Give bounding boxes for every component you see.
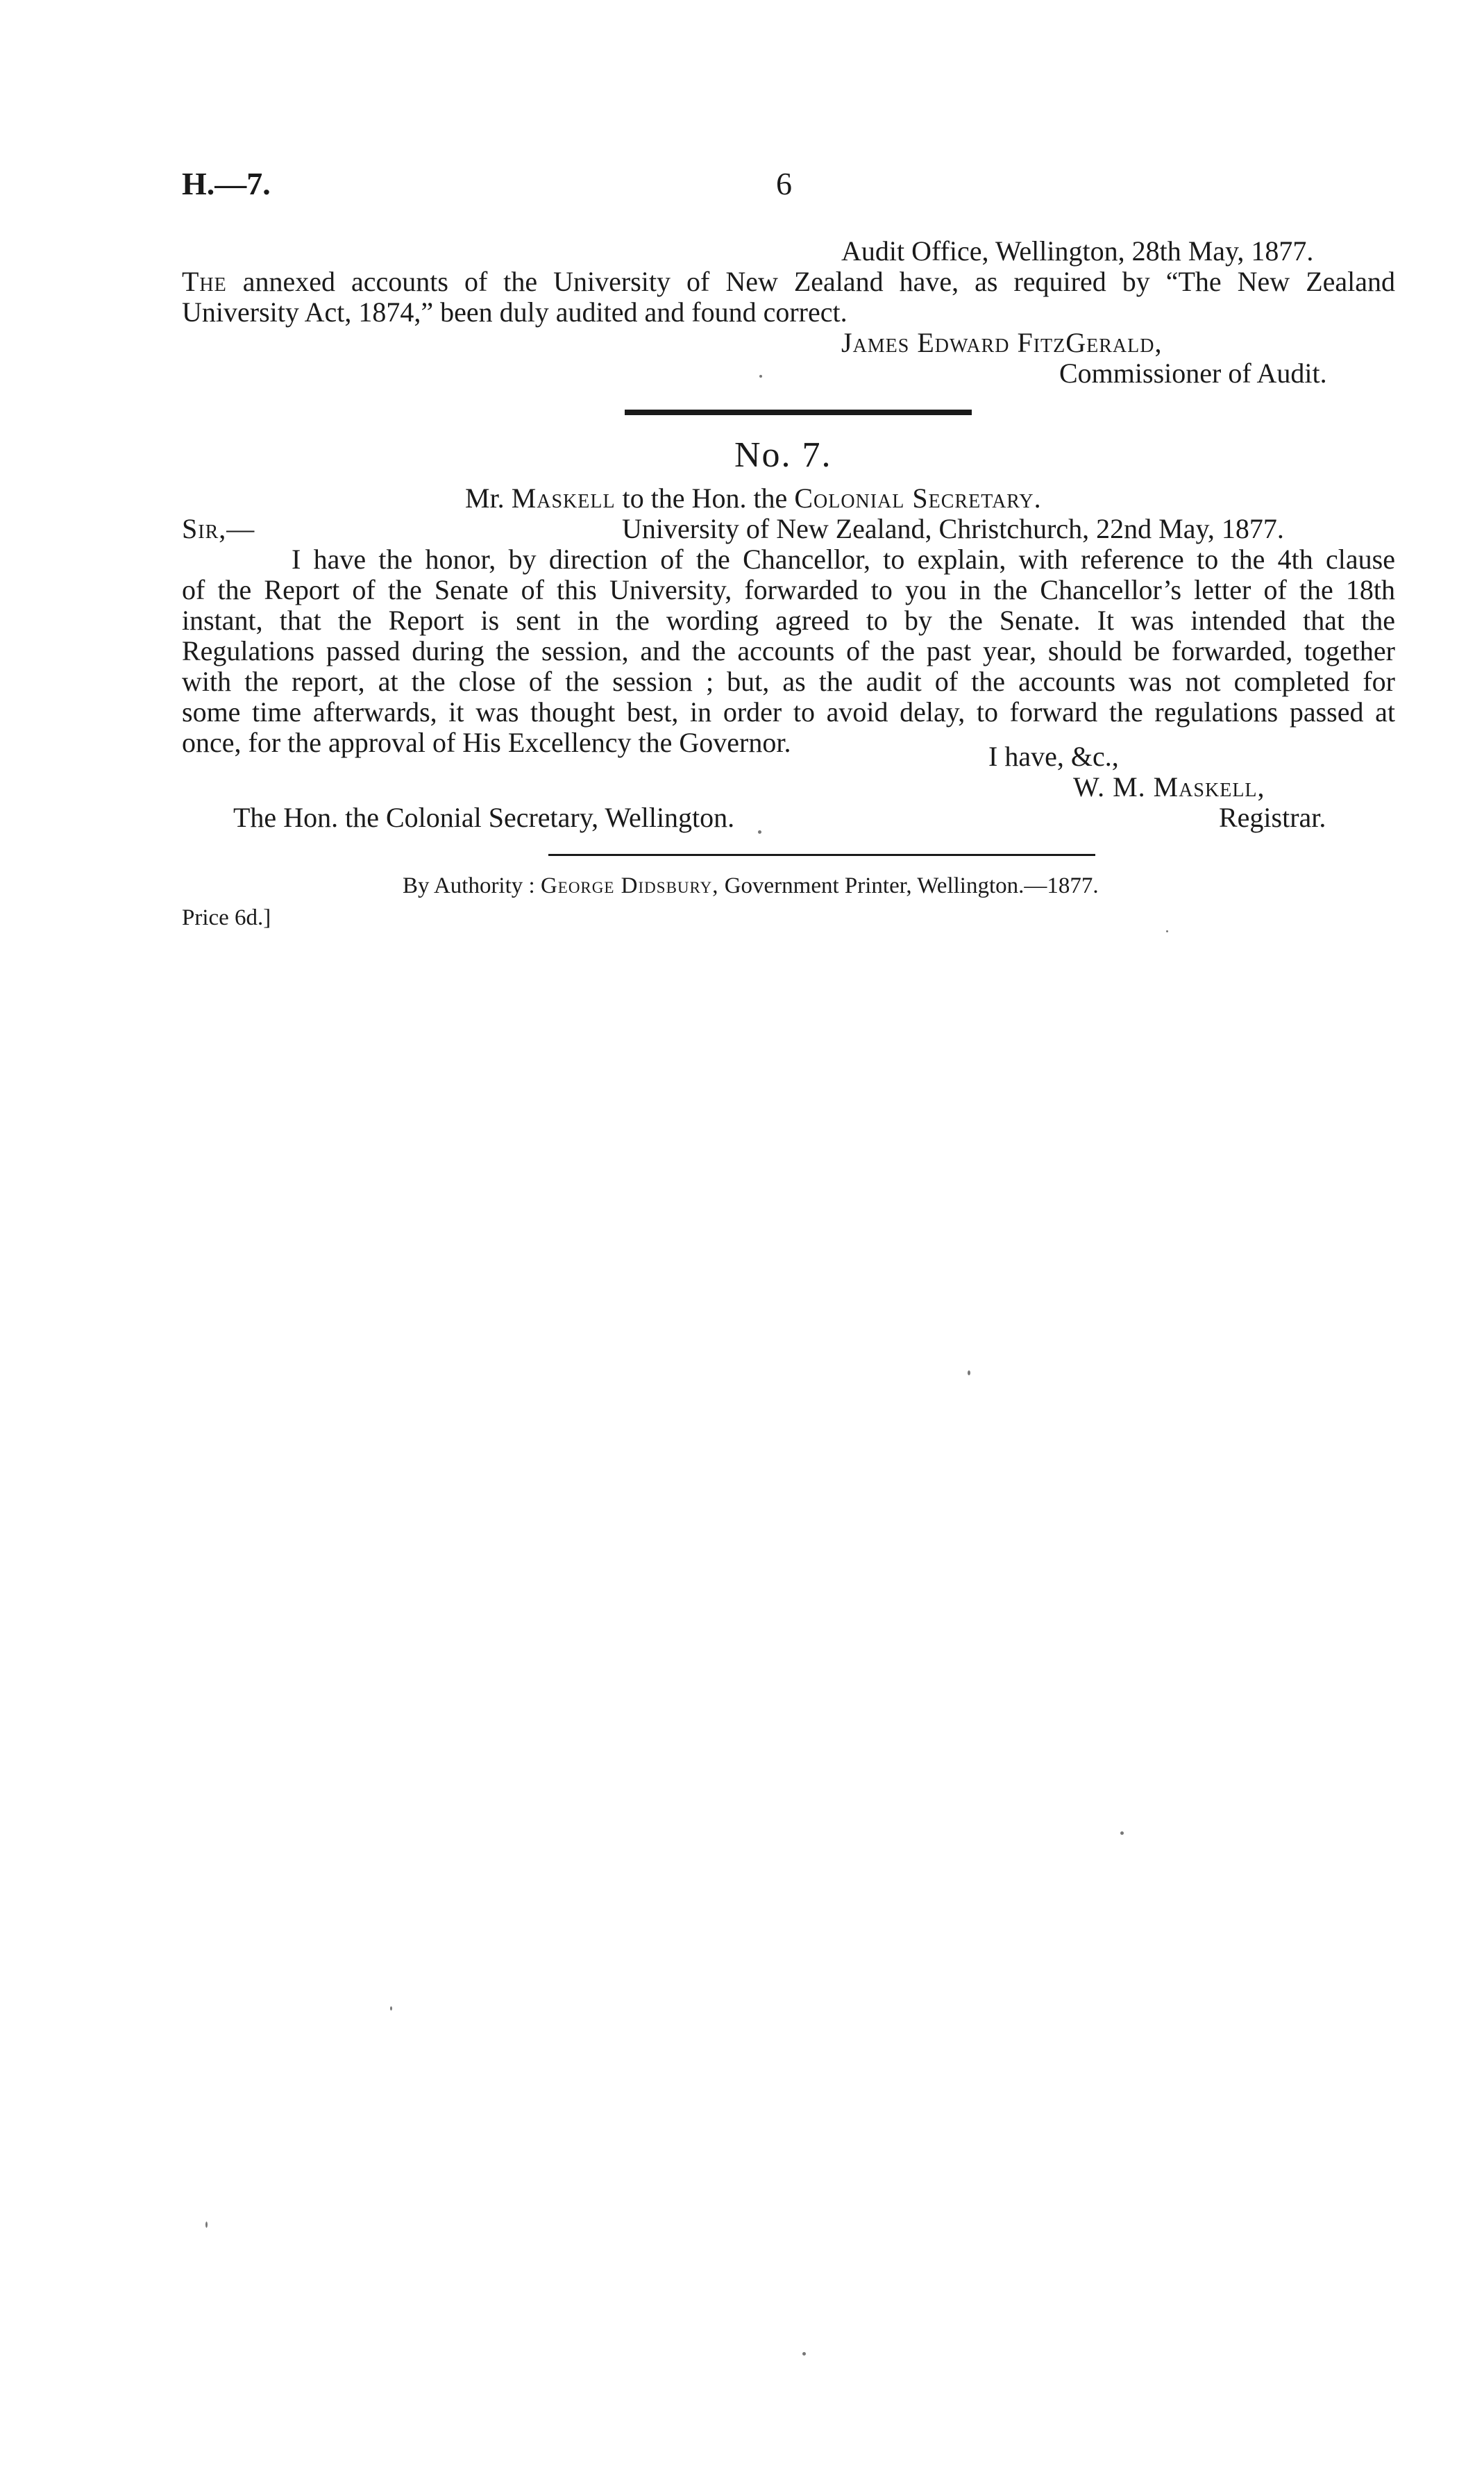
audit-place-date: Audit Office, Wellington, 28th May, 1877. [841, 235, 1314, 267]
audit-signatory-title: Commissioner of Audit. [1059, 358, 1327, 389]
scan-speck [802, 2352, 806, 2356]
imprint-rest: Government Printer, Wellington.—1877. [724, 873, 1099, 898]
price-note: Price 6d.] [182, 905, 271, 930]
audit-body-line-2: University Act, 1874,” been duly audited and found correct. [182, 296, 848, 328]
scan-speck [390, 2006, 392, 2011]
imprint-divider [548, 854, 1095, 856]
heading-middle: to the Hon. the [622, 482, 788, 514]
imprint-printer: George Didsbury, [540, 873, 719, 898]
imprint-prefix: By Authority : [403, 873, 535, 898]
letter-closing: I have, &c., [988, 741, 1119, 772]
scan-speck [205, 2222, 208, 2228]
letter-place-date: University of New Zealand, Christchurch, 22nd May, 1877. [622, 513, 1284, 544]
heading-from-prefix: Mr. [465, 482, 505, 514]
audit-body-line-1 [182, 267, 1395, 297]
letter-signer-title: Registrar. [1219, 802, 1326, 833]
audit-body-first-word: The [182, 266, 227, 297]
scan-speck [759, 375, 762, 378]
letter-body-line-3: instant, that the Report is sent in the wording agreed to by the Senate. It was intended that the [182, 605, 1395, 636]
letter-body-last-line: once, for the approval of His Excellency the Governor. [182, 727, 791, 758]
letter-body-line-4: Regulations passed during the session, and the accounts of the past year, should be forwarded, together [182, 635, 1395, 666]
page-number: 6 [776, 166, 792, 201]
letter-addressee: The Hon. the Colonial Secretary, Wellington. [233, 802, 735, 833]
section-divider [625, 410, 972, 415]
heading-to: Colonial Secretary. [794, 482, 1042, 514]
scan-speck [968, 1370, 970, 1375]
heading-from-name: Maskell [511, 482, 616, 514]
letter-number: No. 7. [734, 435, 832, 475]
letter-heading [465, 483, 1042, 514]
scan-speck [1166, 930, 1168, 932]
letter-signer: W. M. Maskell, [1073, 771, 1265, 803]
scan-speck [1120, 1831, 1124, 1835]
letter-body-line-2: of the Report of the Senate of this University, forwarded to you in the Chancellor’s letter of the 18th [182, 574, 1395, 605]
letter-body-line-5: with the report, at the close of the session ; but, as the audit of the accounts was not completed for [182, 666, 1395, 697]
letter-body-line-6: some time afterwards, it was thought best, in order to avoid delay, to forward the regulations passed at [182, 696, 1395, 728]
letter-salutation: Sir,— [182, 513, 255, 544]
printer-imprint [403, 873, 1099, 899]
document-reference: H.—7. [182, 166, 271, 201]
audit-signatory: James Edward FitzGerald, [841, 327, 1163, 358]
scan-speck [758, 830, 761, 834]
audit-body-line-1-text: annexed accounts of the University of New Zealand have, as required by “The New Zealand [242, 266, 1396, 297]
letter-body-line-1: I have the honor, by direction of the Chancellor, to explain, with reference to the 4th clause [292, 544, 1395, 575]
